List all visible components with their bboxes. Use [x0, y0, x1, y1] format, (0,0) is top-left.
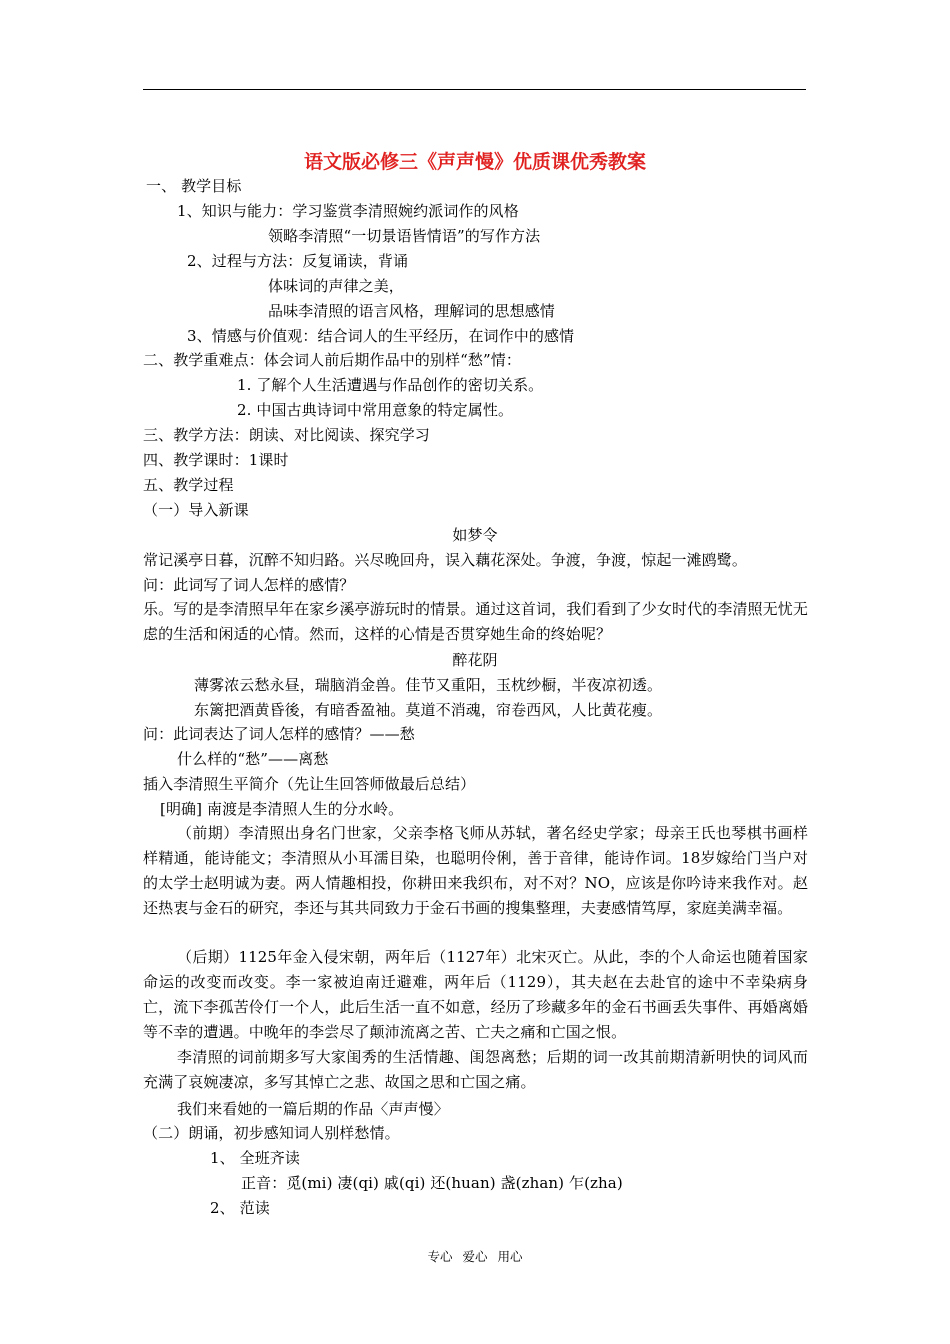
section-3-heading: 三、教学方法：朗读、对比阅读、探究学习: [143, 426, 430, 444]
poem-zuihuayin-stanza-2: 东篱把酒黄昏後，有暗香盈袖。莫道不消魂，帘卷西风，人比黄花瘦。: [194, 701, 663, 719]
poem-title-zuihuayin: 醉花阴: [452, 651, 498, 669]
pronunciation-line: 正音：觅(mi) 凄(qi) 戚(qi) 还(huan) 盏(zhan) 乍(zha): [241, 1174, 623, 1192]
section-5-heading: 五、教学过程: [143, 476, 234, 494]
transition-line: 我们来看她的一篇后期的作品〈声声慢〉: [177, 1100, 449, 1118]
biography-early: （前期）李清照出身名门世家，父亲李格飞师从苏轼，著名经史学家；母亲王氏也琴棋书画样样精通，能诗能文；李清照从小耳濡目染，也聪明伶俐，善于音律，能诗作词。18岁嫁给门当户对的太学士赵明诚为妻。两人情趣相投，你耕田来我织布，对不对？NO，应该是你吟诗来我作对。赵还热衷与金石的研究，李还与其共同致力于金石书画的搜集整理，夫妻感情笃厚，家庭美满幸福。: [143, 824, 808, 917]
question-2: 问：此词表达了词人怎样的感情？——愁: [143, 725, 415, 743]
style-summary: 李清照的词前期多写大家闺秀的生活情趣、闺怨离愁；后期的词一改其前期清新明快的词风而充满了哀婉凄凉，多写其悼亡之悲、故国之思和亡国之痛。: [143, 1048, 808, 1091]
subsection-2-heading: （二）朗诵，初步感知词人别样愁情。: [143, 1124, 400, 1142]
question-2-followup: 什么样的“愁”——离愁: [177, 750, 329, 768]
section-4-heading: 四、教学课时：1课时: [143, 451, 289, 469]
page-footer: 专心 爱心 用心: [427, 1249, 523, 1264]
section-2-heading: 二、教学重难点：体会词人前后期作品中的别样“愁”情：: [143, 351, 521, 369]
goal-2-sub-a: 体味词的声律之美，: [268, 277, 404, 295]
question-1: 问：此词写了词人怎样的感情？: [143, 576, 355, 594]
step-1: 1、 全班齐读: [210, 1149, 301, 1167]
goal-2: 2、过程与方法：反复诵读，背诵: [187, 252, 409, 270]
key-point-1: 1. 了解个人生活遭遇与作品创作的密切关系。: [237, 376, 544, 394]
section-1-heading: 一、 教学目标: [146, 177, 242, 195]
goal-1-sub: 领略李清照“一切景语皆情语”的写作方法: [268, 227, 541, 245]
poem-zuihuayin-stanza-1: 薄雾浓云愁永昼，瑞脑消金兽。佳节又重阳，玉枕纱橱，半夜凉初透。: [194, 676, 663, 694]
document-title: 语文版必修三《声声慢》优质课优秀教案: [303, 151, 646, 173]
goal-1: 1、知识与能力：学习鉴赏李清照婉约派词作的风格: [177, 202, 519, 220]
answer-1: 乐。写的是李清照早年在家乡溪亭游玩时的情景。通过这首词，我们看到了少女时代的李清照无忧无虑的生活和闲适的心情。然而，这样的心情是否贯穿她生命的终始呢？: [143, 600, 808, 643]
biography-late: （后期）1125年金入侵宋朝，两年后（1127年）北宋灭亡。从此，李的个人命运也随着国家命运的改变而改变。李一家被迫南迁避难，两年后（1129），其夫赵在去赴官的途中不幸染病身亡，流下李孤苦伶仃一个人，此后生活一直不如意，经历了珍藏多年的金石书画丢失事件、再婚离婚等不幸的遭遇。中晚年的李尝尽了颠沛流离之苦、亡夫之痛和亡国之恨。: [143, 948, 808, 1041]
step-2: 2、 范读: [210, 1199, 270, 1217]
key-point-2: 2. 中国古典诗词中常用意象的特定属性。: [237, 401, 514, 419]
subsection-1-heading: （一）导入新课: [143, 501, 249, 519]
goal-3: 3、情感与价值观：结合词人的生平经历，在词作中的感情: [187, 327, 575, 345]
poem-title-rumengling: 如梦令: [452, 526, 498, 544]
poem-rumengling-text: 常记溪亭日暮，沉醉不知归路。兴尽晚回舟，误入藕花深处。争渡，争渡，惊起一滩鸥鹭。: [143, 551, 748, 569]
header-rule: [143, 89, 806, 90]
goal-2-sub-b: 品味李清照的语言风格，理解词的思想感情: [268, 302, 555, 320]
biography-intro: 插入李清照生平简介（先让生回答师做最后总结）: [143, 775, 476, 793]
clarification: [明确] 南渡是李清照人生的分水岭。: [160, 800, 404, 818]
